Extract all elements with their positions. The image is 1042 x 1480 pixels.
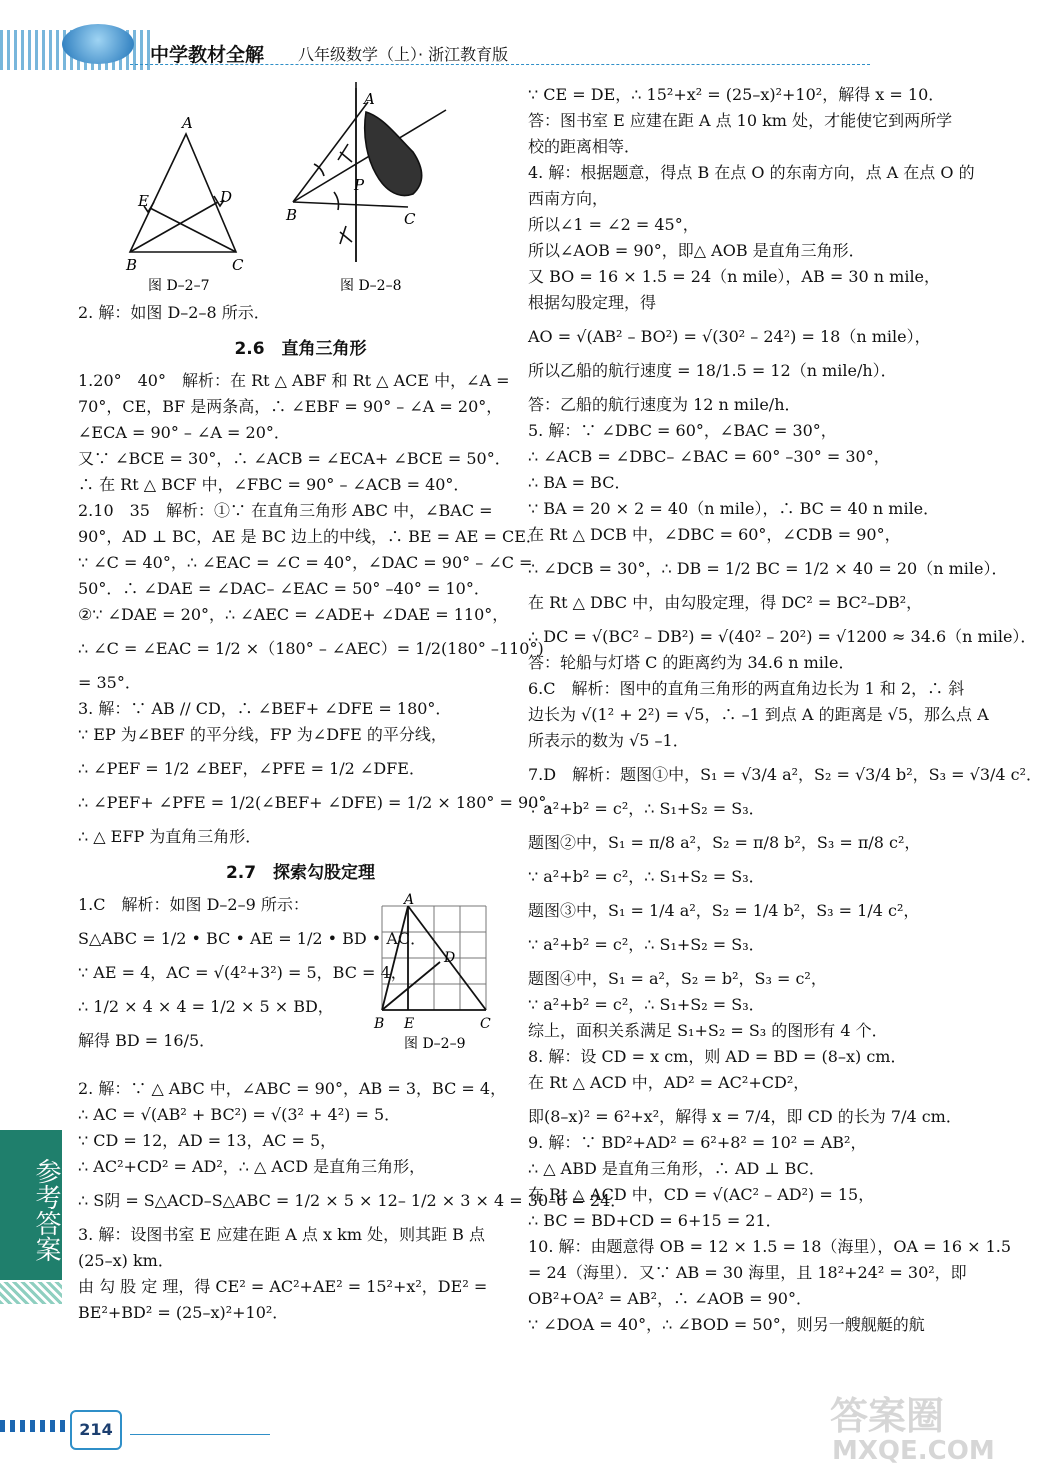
answer-line: 4. 解：根据题意，得点 B 在点 O 的东南方向，点 A 在点 O 的 bbox=[528, 163, 975, 182]
answer-line: 5. 解：∵ ∠DBC = 60°，∠BAC = 30°， bbox=[528, 421, 837, 440]
answer-line: ∵ ∠DOA = 40°，∴ ∠BOD = 50°，则另一艘舰艇的航 bbox=[528, 1315, 925, 1334]
answer-line: ∠ECA = 90° – ∠A = 20°． bbox=[78, 423, 290, 442]
answer-line: 6.C 解析：图中的直角三角形的两直角边长为 1 和 2，∴ 斜 bbox=[528, 679, 965, 698]
answer-line: ∵ AE = 4，AC = √(4²+3²) = 5，BC = 4， bbox=[78, 963, 407, 982]
answer-line: 7.D 解析：题图①中，S₁ = √3/4 a²，S₂ = √3/4 b²，S₃ = √3/4 c²． bbox=[528, 765, 1042, 784]
answer-line: ∵ BA = 20 × 2 = 40（n mile），∴ BC = 40 n mile． bbox=[528, 499, 940, 518]
answer-line: 1.C 解析：如图 D–2–9 所示： bbox=[78, 895, 309, 914]
fig28-label-c: C bbox=[404, 210, 416, 228]
answer-line: 70°，CE，BF 是两条高，∴ ∠EBF = 90° – ∠A = 20°， bbox=[78, 397, 503, 416]
answer-line: ∴ ∠ACB = ∠DBC– ∠BAC = 60° –30° = 30°， bbox=[528, 447, 890, 466]
answer-line: = 35°． bbox=[78, 673, 141, 692]
page-header bbox=[0, 0, 1000, 70]
footer-dots bbox=[0, 1420, 68, 1432]
answer-line: ∴ S阴 = S△ACD–S△ABC = 1/2 × 5 × 12– 1/2 × 3 × 4 = 30–6 = 24． bbox=[78, 1191, 627, 1210]
answer-line: 3. 解：∵ AB // CD，∴ ∠BEF+ ∠DFE = 180°． bbox=[78, 699, 452, 718]
answer-line: 在 Rt △ DCB 中，∠DBC = 60°，∠CDB = 90°， bbox=[528, 525, 901, 544]
answer-line: 又∵ ∠BCE = 30°，∴ ∠ACB = ∠ECA+ ∠BCE = 50°． bbox=[78, 449, 511, 468]
book-logo-icon bbox=[62, 24, 134, 64]
answer-line: ∵ CD = 12，AD = 13，AC = 5， bbox=[78, 1131, 337, 1150]
answer-line: 所表示的数为 √5 –1． bbox=[528, 731, 689, 750]
fig28-caption: 图 D–2–8 bbox=[340, 278, 402, 294]
answer-line: 答：轮船与灯塔 C 的距离约为 34.6 n mile． bbox=[528, 653, 855, 672]
footer-line bbox=[130, 1434, 270, 1435]
answer-line: 2.10 35 解析：①∵ 在直角三角形 ABC 中，∠BAC = bbox=[78, 501, 493, 520]
answer-line: 由 勾 股 定 理，得 CE² = AC²+AE² = 15²+x²，DE² = bbox=[78, 1277, 488, 1296]
fig28-label-a: A bbox=[364, 90, 375, 108]
answer-line: ∵ a²+b² = c²，∴ S₁+S₂ = S₃． bbox=[528, 799, 765, 818]
answer-line: ∴ ∠DCB = 30°，∴ DB = 1/2 BC = 1/2 × 40 = 20（n mile）． bbox=[528, 559, 1008, 578]
fig27-label-d: D bbox=[220, 188, 233, 206]
section-title-2-6: 2.6 直角三角形 bbox=[234, 339, 367, 359]
answer-line: ∵ a²+b² = c²，∴ S₁+S₂ = S₃． bbox=[528, 867, 765, 886]
answer-line: ∴ ∠PEF+ ∠PFE = 1/2(∠BEF+ ∠DFE) = 1/2 × 180° = 90°． bbox=[78, 793, 563, 812]
answer-line: 答：图书室 E 应建在距 A 点 10 km 处，才能使它到两所学 bbox=[528, 111, 953, 130]
answer-line: 所以乙船的航行速度 = 18/1.5 = 12（n mile/h）． bbox=[528, 361, 897, 380]
fig27-label-b: B bbox=[126, 256, 138, 274]
fig29-label-b: B bbox=[374, 1016, 385, 1032]
answer-line: ∵ EP 为∠BEF 的平分线，FP 为∠DFE 的平分线， bbox=[78, 725, 447, 744]
answer-line: 2. 解：如图 D–2–8 所示． bbox=[78, 303, 270, 322]
watermark-logo: 答案圈 bbox=[830, 1394, 945, 1438]
answer-line: 边长为 √(1² + 2²) = √5，∴ –1 到点 A 的距离是 √5，那么点 A bbox=[528, 705, 989, 724]
figure-d-2-8 bbox=[293, 82, 446, 262]
answer-line: 3. 解：设图书室 E 应建在距 A 点 x km 处，则其距 B 点 bbox=[78, 1225, 486, 1244]
watermark-url: MXQE.COM bbox=[832, 1436, 995, 1466]
answer-line: (25–x) km． bbox=[78, 1251, 174, 1270]
answers-2-7-continued bbox=[78, 1076, 627, 1326]
answer-line: ∴ AC = √(AB² + BC²) = √(3² + 4²) = 5． bbox=[78, 1105, 401, 1124]
answer-line: ∵ a²+b² = c²，∴ S₁+S₂ = S₃． bbox=[528, 935, 765, 954]
figure-row-top bbox=[78, 82, 523, 300]
answer-line: 50°．∴ ∠DAE = ∠DAC– ∠EAC = 50° –40° = 10°． bbox=[78, 579, 490, 598]
fig29-label-e: E bbox=[404, 1016, 415, 1032]
answer-line: ∴ △ EFP 为直角三角形． bbox=[78, 827, 262, 846]
answer-line: 所以∠1 = ∠2 = 45°， bbox=[528, 215, 699, 234]
answer-line: BE²+BD² = (25–x)²+10²． bbox=[78, 1303, 289, 1322]
fig27-label-c: C bbox=[232, 256, 244, 274]
side-tab-answers: 参考答案 bbox=[0, 1130, 62, 1280]
fig29-label-a: A bbox=[404, 892, 415, 908]
page-number: 214 bbox=[70, 1410, 122, 1450]
answer-line: ∴ AC²+CD² = AD²，∴ △ ACD 是直角三角形， bbox=[78, 1157, 426, 1176]
answer-line: 10. 解：由题意得 OB = 12 × 1.5 = 18（海里），OA = 16 × 1.5 bbox=[528, 1237, 1012, 1256]
fig28-label-b: B bbox=[286, 206, 298, 224]
fig29-label-d: D bbox=[444, 950, 456, 966]
book-title: 中学教材全解 bbox=[150, 44, 265, 66]
fig28-label-p: P bbox=[354, 176, 365, 194]
header-divider bbox=[130, 64, 870, 65]
answer-line: S△ABC = 1/2 • BC • AE = 1/2 • BD • AC． bbox=[78, 929, 427, 948]
section-title-2-7: 2.7 探索勾股定理 bbox=[225, 863, 376, 883]
answer-line: 题图③中，S₁ = 1/4 a²，S₂ = 1/4 b²，S₃ = 1/4 c²， bbox=[528, 901, 920, 920]
figures-d27-d28 bbox=[78, 82, 518, 300]
answer-line: 题图②中，S₁ = π/8 a²，S₂ = π/8 b²，S₃ = π/8 c²， bbox=[528, 833, 921, 852]
answer-line: ∴ BA = BC． bbox=[528, 473, 631, 492]
answer-line: ∴ ∠C = ∠EAC = 1/2 ×（180° – ∠AEC）= 1/2(180° –110°) bbox=[78, 639, 544, 658]
answer-line: 解得 BD = 16/5． bbox=[78, 1031, 216, 1050]
answer-line: 在 Rt △ DBC 中，由勾股定理，得 DC² = BC²–DB²， bbox=[528, 593, 923, 612]
answer-line: 综上，面积关系满足 S₁+S₂ = S₃ 的图形有 4 个． bbox=[528, 1021, 888, 1040]
fig29-caption: 图 D–2–9 bbox=[404, 1036, 466, 1052]
answer-line: 即(8–x)² = 6²+x²，解得 x = 7/4，即 CD 的长为 7/4 cm． bbox=[528, 1107, 962, 1126]
fig27-caption: 图 D–2–7 bbox=[148, 278, 210, 294]
fig27-label-e: E bbox=[138, 192, 149, 210]
answer-2-7-q1 bbox=[78, 892, 523, 1076]
answer-line: 在 Rt △ ACD 中，CD = √(AC² – AD²) = 15， bbox=[528, 1185, 875, 1204]
fig27-label-a: A bbox=[182, 114, 193, 132]
answer-line: 2. 解：∵ △ ABC 中，∠ABC = 90°，AB = 3，BC = 4， bbox=[78, 1079, 507, 1098]
answer-line: 校的距离相等． bbox=[528, 137, 641, 156]
answer-line: ∴ BC = BD+CD = 6+15 = 21． bbox=[528, 1211, 782, 1230]
answer-line: ∴ ∠PEF = 1/2 ∠BEF，∠PFE = 1/2 ∠DFE． bbox=[78, 759, 425, 778]
answer-line: ∵ ∠C = 40°，∴ ∠EAC = ∠C = 40°，∠DAC = 90° – ∠C = bbox=[78, 553, 533, 572]
answer-line: 90°，AD ⊥ BC，AE 是 BC 边上的中线，∴ BE = AE = CE． bbox=[78, 527, 542, 546]
answer-line: AO = √(AB² – BO²) = √(30² – 24²) = 18（n mile）， bbox=[528, 327, 931, 346]
fig29-label-c: C bbox=[480, 1016, 491, 1032]
answer-line: 1.20° 40° 解析：在 Rt △ ABF 和 Rt △ ACE 中，∠A = bbox=[78, 371, 510, 390]
figure-d-2-9 bbox=[374, 892, 504, 1066]
answer-line: 题图④中，S₁ = a²，S₂ = b²，S₃ = c²， bbox=[528, 969, 827, 988]
right-column bbox=[528, 82, 1042, 1338]
answer-line: = 24（海里）．又∵ AB = 30 海里，且 18²+24² = 30²，即 bbox=[528, 1263, 967, 1282]
answer-line: 又 BO = 16 × 1.5 = 24（n mile），AB = 30 n mile， bbox=[528, 267, 941, 286]
answer-line: ∴ DC = √(BC² – DB²) = √(40² – 20²) = √1200 ≈ 34.6（n mile）． bbox=[528, 627, 1037, 646]
answer-line: ∵ a²+b² = c²，∴ S₁+S₂ = S₃． bbox=[528, 995, 765, 1014]
answer-line: 所以∠AOB = 90°，即△ AOB 是直角三角形． bbox=[528, 241, 865, 260]
answer-line: 9. 解：∵ BD²+AD² = 6²+8² = 10² = AB²， bbox=[528, 1133, 867, 1152]
answer-line: ②∵ ∠DAE = 20°，∴ ∠AEC = ∠ADE+ ∠DAE = 110°， bbox=[78, 605, 509, 624]
answer-line: 答：乙船的航行速度为 12 n mile/h． bbox=[528, 395, 801, 414]
answer-line: ∵ CE = DE，∴ 15²+x² = (25–x)²+10²，解得 x = 10． bbox=[528, 85, 945, 104]
side-tab-pattern bbox=[0, 1282, 62, 1304]
answer-line: OB²+OA² = AB²，∴ ∠AOB = 90°． bbox=[528, 1289, 812, 1308]
answer-line: 在 Rt △ ACD 中，AD² = AC²+CD²， bbox=[528, 1073, 810, 1092]
answer-line: 西南方向， bbox=[528, 189, 609, 208]
answer-line: ∴ 1/2 × 4 × 4 = 1/2 × 5 × BD， bbox=[78, 997, 334, 1016]
answer-line: 8. 解：设 CD = x cm，则 AD = BD = (8–x) cm． bbox=[528, 1047, 907, 1066]
book-subtitle: 八年级数学（上）· 浙江教育版 bbox=[298, 45, 509, 64]
answer-line: 根据勾股定理，得 bbox=[528, 293, 657, 312]
answer-line: ∴ △ ABD 是直角三角形，∴ AD ⊥ BC． bbox=[528, 1159, 825, 1178]
answer-line: ∴ 在 Rt △ BCF 中，∠FBC = 90° – ∠ACB = 40°． bbox=[78, 475, 470, 494]
answers-2-6 bbox=[78, 368, 563, 850]
